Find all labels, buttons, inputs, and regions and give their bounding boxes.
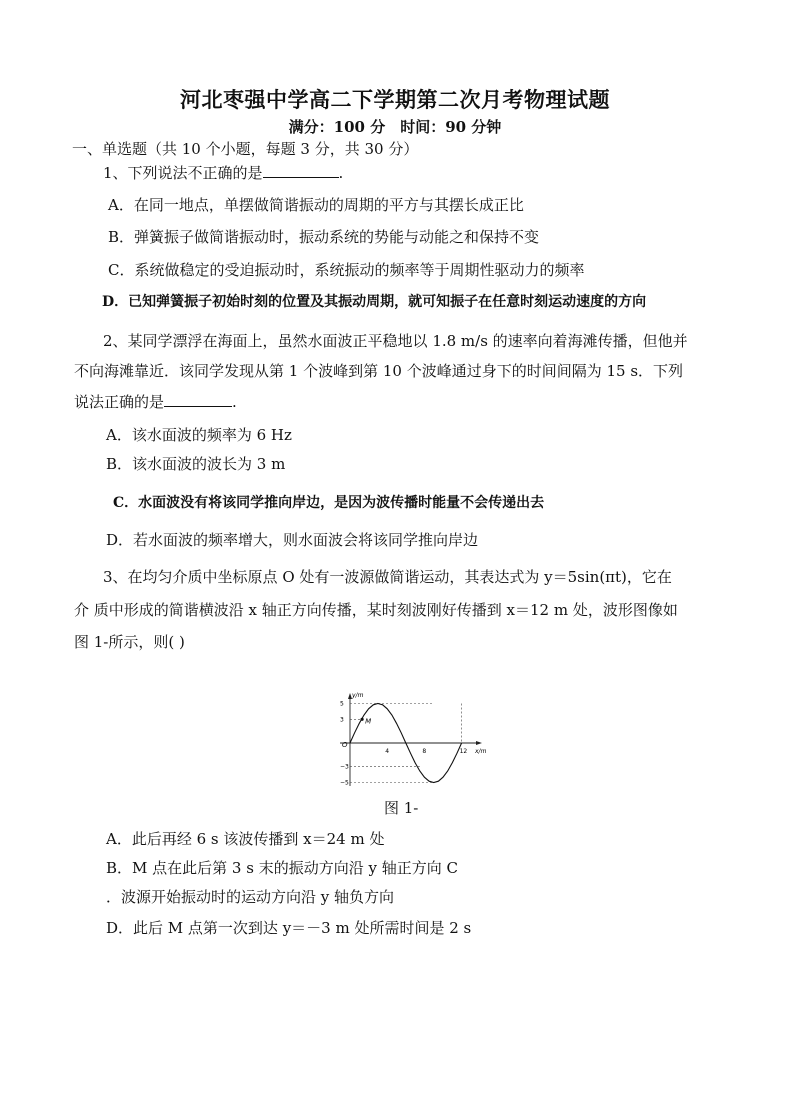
- q2-line3-end: .: [232, 393, 237, 411]
- x-axis-arrow: [476, 741, 482, 745]
- q2-line3: [74, 392, 237, 412]
- figure-caption: 图 1-: [384, 799, 419, 817]
- y-tick-3: 3: [340, 716, 344, 724]
- q1-stem-end: .: [338, 164, 344, 182]
- q3-line2: 介 质中形成的简谐横波沿 x 轴正方向传播，某时刻波刚好传播到 x＝12 m 处，波形图像如: [74, 601, 678, 619]
- q3-option-a: A．此后再经 6 s 该波传播到 x＝24 m 处: [106, 830, 385, 848]
- y-tick-5: 5: [340, 700, 344, 708]
- q1-option-a: A．在同一地点，单摆做简谐振动的周期的平方与其摆长成正比: [108, 196, 524, 214]
- exam-info: 满分：100 分 时间：90 分钟: [288, 118, 502, 136]
- q2-option-c: C．水面波没有将该同学推向岸边，是因为波传播时能量不会传递出去: [113, 495, 545, 511]
- y-tick--5: −5: [340, 779, 349, 787]
- q1-option-d: D．已知弹簧振子初始时刻的位置及其振动周期，就可知振子在任意时刻运动速度的方向: [102, 294, 647, 310]
- q3-option-c: ．波源开始振动时的运动方向沿 y 轴负方向: [106, 888, 395, 906]
- point-m-label: M: [365, 717, 372, 726]
- q3-line1: 3、在均匀介质中坐标原点 O 处有一波源做简谐运动，其表达式为 y＝5sin(πt)，它在: [103, 568, 672, 586]
- q1-stem-text: 1、下列说法不正确的是: [103, 164, 263, 182]
- y-axis-label: y/m: [352, 692, 364, 699]
- q1-stem: [103, 163, 343, 183]
- x-tick-8: 8: [422, 748, 427, 755]
- q3-line3: 图 1-所示，则( ): [74, 633, 185, 651]
- q1-answer-blank: [263, 163, 339, 178]
- x-tick-4: 4: [385, 748, 390, 755]
- section-heading: 一、单选题（共 10 个小题，每题 3 分，共 30 分）: [72, 140, 419, 158]
- q2-line2: 不向海滩靠近．该同学发现从第 1 个波峰到第 10 个波峰通过身下的时间间隔为 15 s．下列: [74, 362, 684, 380]
- q2-option-d: D．若水面波的频率增大，则水面波会将该同学推向岸边: [106, 531, 479, 549]
- x-tick-12: 12: [459, 748, 468, 755]
- q1-option-b: B．弹簧振子做简谐振动时，振动系统的势能与动能之和保持不变: [108, 228, 540, 246]
- wave-graph: [336, 688, 486, 788]
- q2-line3-text: 说法正确的是: [74, 393, 165, 411]
- q2-answer-blank: [164, 392, 232, 407]
- q2-option-b: B．该水面波的波长为 3 m: [106, 455, 286, 473]
- x-axis-label: x/m: [475, 748, 486, 755]
- origin-label: O: [342, 741, 348, 749]
- y-tick--3: −3: [340, 763, 349, 771]
- page-title: 河北枣强中学高二下学期第二次月考物理试题: [180, 87, 610, 112]
- q3-option-d: D．此后 M 点第一次到达 y＝－3 m 处所需时间是 2 s: [106, 919, 472, 937]
- point-m: [360, 718, 363, 721]
- q2-line1: 2、某同学漂浮在海面上，虽然水面波正平稳地以 1.8 m/s 的速率向着海滩传播，但他并: [103, 332, 688, 350]
- q2-option-a: A．该水面波的频率为 6 Hz: [106, 426, 292, 444]
- q3-option-b: B．M 点在此后第 3 s 末的振动方向沿 y 轴正方向 C: [106, 859, 458, 877]
- q1-option-c: C．系统做稳定的受迫振动时，系统振动的频率等于周期性驱动力的频率: [108, 261, 585, 279]
